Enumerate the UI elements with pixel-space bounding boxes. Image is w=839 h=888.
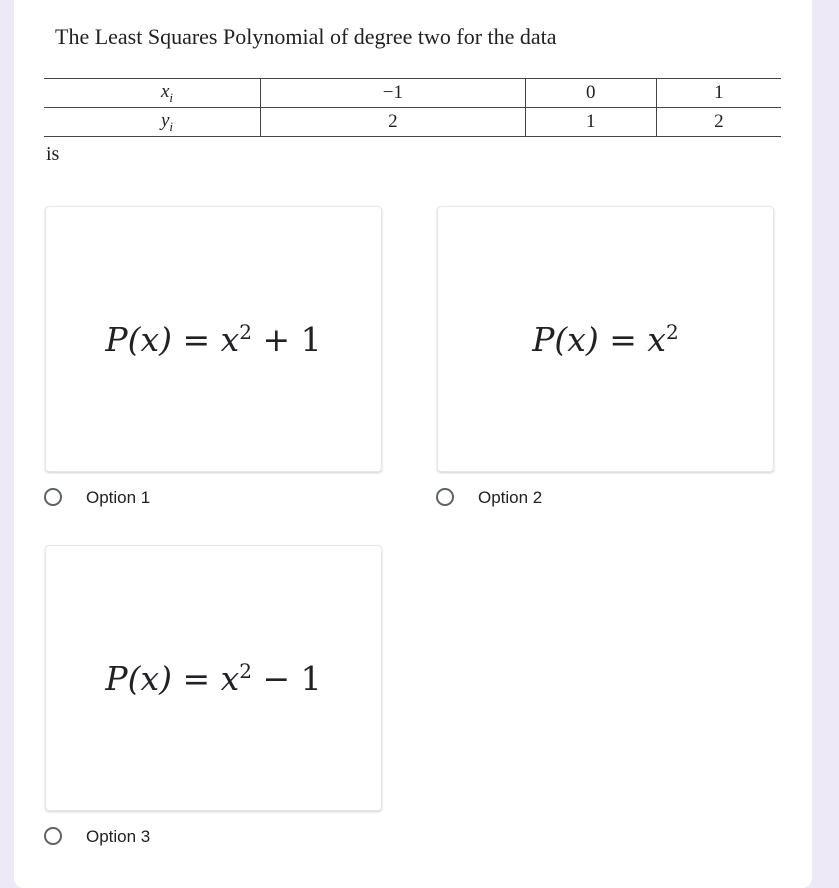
data-table bbox=[44, 78, 781, 137]
table-row-y bbox=[44, 108, 781, 137]
option-1-label[interactable]: Option 1 bbox=[86, 488, 151, 507]
table-cell: −1 bbox=[261, 79, 526, 108]
table-cell: 1 bbox=[656, 79, 781, 108]
option-3-radio[interactable] bbox=[44, 827, 62, 845]
option-1-formula: $P(x) = x^2 + 1$ bbox=[105, 319, 322, 359]
option-3-formula: $P(x) = x^2 - 1$ bbox=[105, 658, 322, 698]
option-2-radio[interactable] bbox=[436, 488, 454, 506]
option-3-label[interactable]: Option 3 bbox=[86, 827, 151, 846]
option-1-image[interactable] bbox=[45, 206, 382, 472]
option-1-radio[interactable] bbox=[44, 488, 62, 506]
option-3-image[interactable] bbox=[45, 545, 382, 811]
table-cell: 2 bbox=[261, 108, 526, 137]
option-2-image[interactable] bbox=[437, 206, 774, 472]
option-2-label[interactable]: Option 2 bbox=[478, 488, 543, 507]
question-text: The Least Squares Polynomial of degree two for the data bbox=[55, 24, 557, 49]
option-2-formula: $P(x) = x^2$ bbox=[532, 319, 679, 359]
row-header-y: $y_i$ bbox=[160, 109, 174, 134]
question-tail: is bbox=[46, 143, 60, 165]
table-cell: 0 bbox=[525, 79, 656, 108]
table-cell: 2 bbox=[656, 108, 781, 137]
row-header-x: $x_i$ bbox=[44, 79, 261, 108]
table-cell: 1 bbox=[525, 108, 656, 137]
table-row-x bbox=[44, 79, 781, 108]
